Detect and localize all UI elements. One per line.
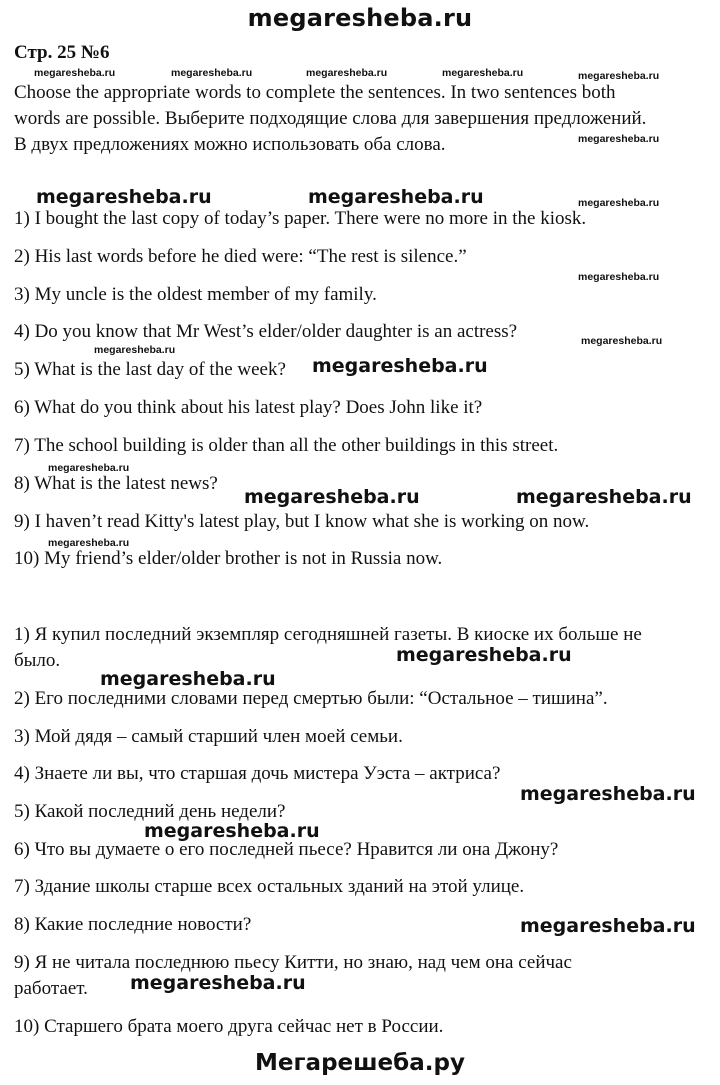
site-title: megaresheba.ru xyxy=(247,4,473,32)
watermark: megaresheba.ru xyxy=(308,186,484,208)
page-reference: Стр. 25 №6 xyxy=(14,42,110,63)
instruction-line: words are possible. Выберите подходящие слова для завершения предложений. xyxy=(14,108,647,129)
instructions xyxy=(14,80,714,158)
footer-site-title: Мегарешеба.ру xyxy=(255,1050,465,1076)
watermark: megaresheba.ru xyxy=(171,67,253,79)
answer-ru-1-cont: было. xyxy=(14,650,61,671)
answer-en-10: 10) My friend’s elder/older brother is not in Russia now. xyxy=(14,548,443,569)
answer-ru-5: 5) Какой последний день недели? xyxy=(14,801,286,822)
answer-ru-7: 7) Здание школы старше всех остальных зданий на этой улице. xyxy=(14,876,525,897)
answer-ru-1: 1) Я купил последний экземпляр сегодняшней газеты. В киоске их больше не xyxy=(14,624,642,645)
answer-en-9: 9) I haven’t read Kitty's latest play, but I know what she is working on now. xyxy=(14,511,590,532)
watermark: megaresheba.ru xyxy=(578,197,660,209)
answer-en-3: 3) My uncle is the oldest member of my family. xyxy=(14,284,377,305)
answer-en-6: 6) What do you think about his latest play? Does John like it? xyxy=(14,397,483,418)
answer-en-1: 1) I bought the last copy of today’s paper. There were no more in the kiosk. xyxy=(14,208,587,229)
instruction-line: Choose the appropriate words to complete the sentences. In two sentences both xyxy=(14,82,616,103)
answer-ru-2: 2) Его последними словами перед смертью были: “Остальное – тишина”. xyxy=(14,688,608,709)
answer-en-2: 2) His last words before he died were: “The rest is silence.” xyxy=(14,246,467,267)
answer-ru-6: 6) Что вы думаете о его последней пьесе? Нравится ли она Джону? xyxy=(14,839,559,860)
watermark: megaresheba.ru xyxy=(396,644,572,666)
answer-ru-9-cont: работает. xyxy=(14,978,88,999)
answer-en-8: 8) What is the latest news? xyxy=(14,473,218,494)
answer-en-5: 5) What is the last day of the week? xyxy=(14,359,286,380)
watermark: megaresheba.ru xyxy=(578,271,660,283)
watermark: megaresheba.ru xyxy=(516,486,692,508)
watermark: megaresheba.ru xyxy=(578,70,660,82)
answer-ru-10: 10) Старшего брата моего друга сейчас нет в России. xyxy=(14,1016,444,1037)
answer-en-7: 7) The school building is older than all the other buildings in this street. xyxy=(14,435,559,456)
watermark: megaresheba.ru xyxy=(520,915,696,937)
watermark: megaresheba.ru xyxy=(244,486,420,508)
watermark: megaresheba.ru xyxy=(48,462,130,474)
watermark: megaresheba.ru xyxy=(130,972,306,994)
watermark: megaresheba.ru xyxy=(36,186,212,208)
answer-ru-4: 4) Знаете ли вы, что старшая дочь мистера Уэста – актриса? xyxy=(14,763,501,784)
answer-ru-3: 3) Мой дядя – самый старший член моей семьи. xyxy=(14,726,403,747)
watermark: megaresheba.ru xyxy=(442,67,524,79)
watermark: megaresheba.ru xyxy=(34,67,116,79)
watermark: megaresheba.ru xyxy=(94,344,176,356)
answer-en-4: 4) Do you know that Mr West’s elder/older daughter is an actress? xyxy=(14,321,518,342)
watermark: megaresheba.ru xyxy=(312,355,488,377)
answer-ru-9: 9) Я не читала последнюю пьесу Китти, но знаю, над чем она сейчас xyxy=(14,952,572,973)
watermark: megaresheba.ru xyxy=(100,668,276,690)
watermark: megaresheba.ru xyxy=(520,783,696,805)
watermark: megaresheba.ru xyxy=(144,820,320,842)
watermark: megaresheba.ru xyxy=(306,67,388,79)
watermark: megaresheba.ru xyxy=(581,335,663,347)
answer-ru-8: 8) Какие последние новости? xyxy=(14,914,252,935)
instruction-line: В двух предложениях можно использовать оба слова. xyxy=(14,134,446,155)
watermark: megaresheba.ru xyxy=(578,133,660,145)
watermark: megaresheba.ru xyxy=(48,537,130,549)
